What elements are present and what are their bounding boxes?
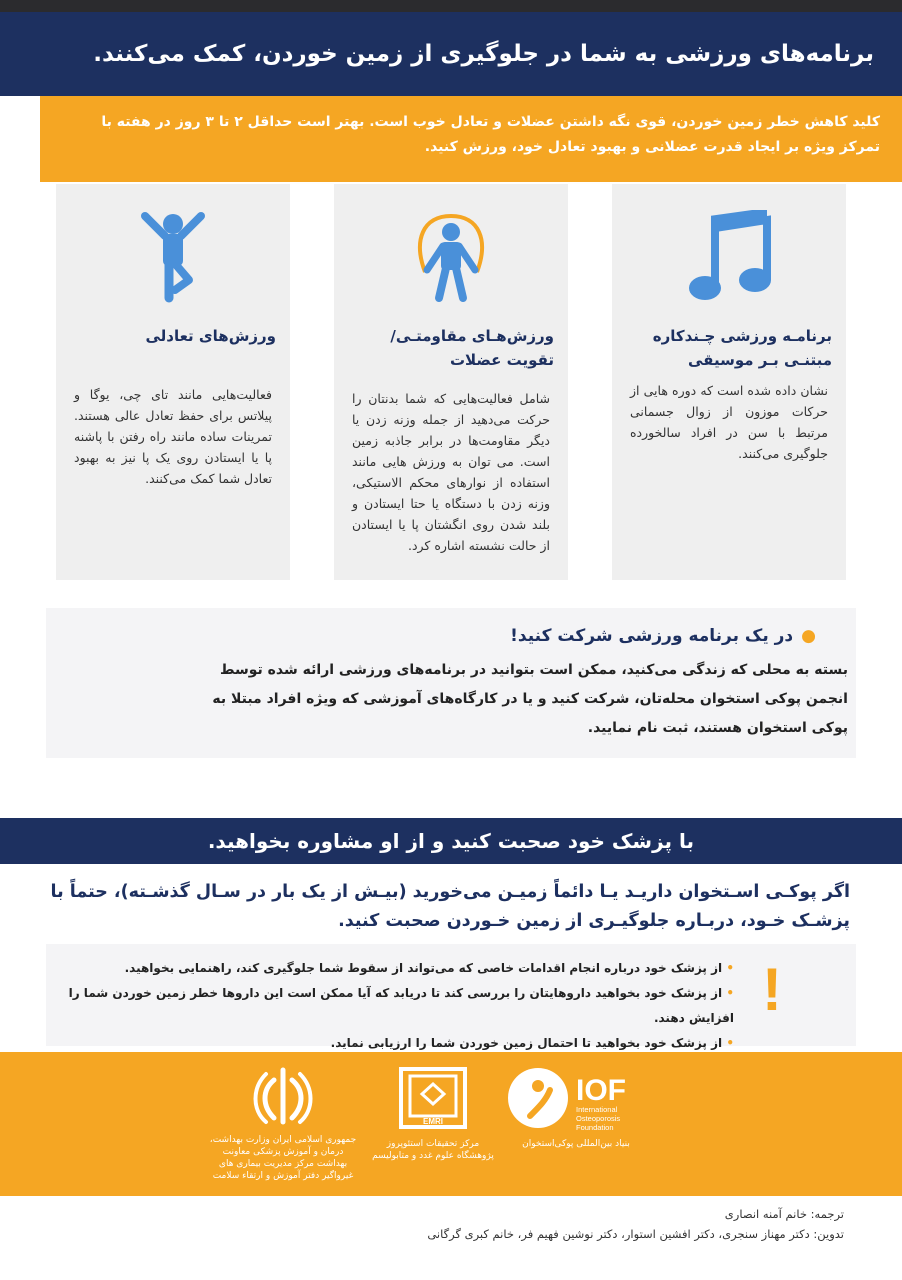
iof-emblem-icon: [506, 1066, 646, 1130]
doctor-section: [0, 870, 902, 1050]
iof-logo: [506, 1066, 646, 1150]
music-note-icon: [612, 210, 846, 306]
balance-pose-icon: [56, 210, 290, 306]
header-banner: [0, 12, 902, 96]
iof-caption: بنیاد بین‌المللی پوکی‌استخوان: [522, 1139, 630, 1149]
join-text: بسته به محلی که زندگی می‌کنید، ممکن است بتوانید در برنامه‌های ورزشی ارائه شده توسط انجمن پوکی استخوان محله‌تان، شرکت کنید و یا در کارگاه‌های آموزشی که ویژه افراد مبتلا به پوکی استخوان هستند، ثبت نام نمایید.: [212, 662, 848, 736]
doctor-banner: [0, 818, 902, 864]
footer-logos: [0, 1052, 902, 1196]
bullet-icon: ●: [801, 626, 816, 646]
card-balance-exercise: [56, 184, 290, 580]
doctor-heading: با پزشک خود صحبت کنید و از او مشاوره بخواهید.: [207, 829, 694, 853]
exclamation-icon: !: [762, 956, 782, 1023]
intro-text: کلید کاهش خطر زمین خوردن، قوی نگه داشتن عضلات و تعادل خوب است. بهتر است حداقل ۲ تا ۳ روز در هفته با تمرکز ویژه بر ایجاد قدرت عضلانی و بهبود تعادل خود، ورزش کنید.: [101, 114, 880, 155]
join-heading-text: در یک برنامه ورزشی شرکت کنید!: [510, 626, 794, 646]
card-text: شامل فعالیت‌هایی که شما بدنتان را حرکت می‌دهید از جمله وزنه زدن یا دیگر مقاومت‌ها در برابر جاذبه زمین است. می توان به ورزش هایی مانند استفاده از نوارهای محکم الاستیکی، وزنه زدن با دستگاه یا حتا ایستادن و بلند شدن روی انگشتان پا یا ایستادن از حالت نشسته اشاره کرد.: [352, 391, 550, 553]
svg-text:Osteoporosis: Osteoporosis: [576, 1114, 621, 1123]
svg-text:Foundation: Foundation: [576, 1123, 614, 1130]
join-program-section: [46, 608, 856, 758]
card-title: برنامـه ورزشی چـندکاره مبتنـی بـر موسیقی: [652, 327, 832, 369]
translation-credit: ترجمه: خانم آمنه انصاری: [724, 1207, 844, 1221]
emri-abbr: EMRI: [423, 1117, 443, 1126]
ministry-logo: [208, 1066, 358, 1182]
intro-box: [40, 96, 902, 182]
credits: [427, 1204, 844, 1244]
advice-box: [46, 944, 856, 1050]
jump-rope-icon: [334, 210, 568, 306]
card-resistance-exercise: [334, 184, 568, 580]
list-item: • از پزشک خود درباره انجام اقدامات خاصی که می‌تواند از سقوط شما جلوگیری کند، راهنمایی بخواهید.: [54, 956, 734, 981]
card-text: فعالیت‌هایی مانند تای چی، یوگا و پیلاتس برای حفظ تعادل عالی هستند. تمرینات ساده مانند راه رفتن با پاشنه پا یا ایستادن روی یک پا نیز به بهبود تعادل شما کمک می‌کنند.: [74, 387, 272, 486]
list-item: • از پزشک خود بخواهید داروهایتان را بررسی کند تا دریابد که آیا ممکن است این داروها خطر زمین خوردن شما را افزایش دهند.: [54, 981, 734, 1031]
advice-list: [54, 956, 734, 1056]
emri-emblem-icon: [398, 1066, 468, 1130]
iran-emblem-icon: [248, 1066, 318, 1126]
doctor-lead: اگر پوکـی اسـتخوان داریـد یـا دائماً زمیـن می‌خورید (بیـش از یک بار در سـال گذشـته)، حتماً با پزشـک خـود، دربـاره جلوگیـری از زمین خـوردن صحبت کنید.: [50, 882, 850, 931]
emri-caption: مرکز تحقیقات استئوپروز پژوهشگاه علوم غدد و متابولیسم: [372, 1139, 494, 1161]
compilation-credit: تدوین: دکتر مهناز سنجری، دکتر افشین استوار، دکتر نوشین فهیم فر، خانم کبری گرگانی: [427, 1227, 844, 1241]
join-heading: [510, 626, 816, 646]
ministry-caption: جمهوری اسلامی ایران وزارت بهداشت، درمان و آموزش پزشکی معاونت بهداشت مرکز مدیریت بیماری های غیرواگیر دفتر آموزش و ارتقاء سلامت: [209, 1135, 357, 1181]
card-music-program: [612, 184, 846, 580]
card-text: نشان داده شده است که دوره هایی از حرکات موزون از زوال جسمانی مرتبط با سن در افراد سالخورده جلوگیری می‌کنند.: [630, 383, 828, 461]
list-item: • از پزشک خود بخواهید تا احتمال زمین خوردن شما را ارزیابی نماید.: [54, 1031, 734, 1056]
emri-logo: [368, 1066, 498, 1162]
svg-text:International: International: [576, 1105, 618, 1114]
card-title: ورزش‌های تعادلی: [145, 327, 276, 345]
top-band: [0, 0, 902, 12]
card-title: ورزش‌هـای مقاومتـی/ تقویت عضلات: [390, 327, 554, 369]
page-title: برنامه‌های ورزشی به شما در جلوگیری از زمین خوردن، کمک می‌کنند.: [93, 41, 874, 67]
iof-abbr: IOF: [576, 1074, 626, 1107]
